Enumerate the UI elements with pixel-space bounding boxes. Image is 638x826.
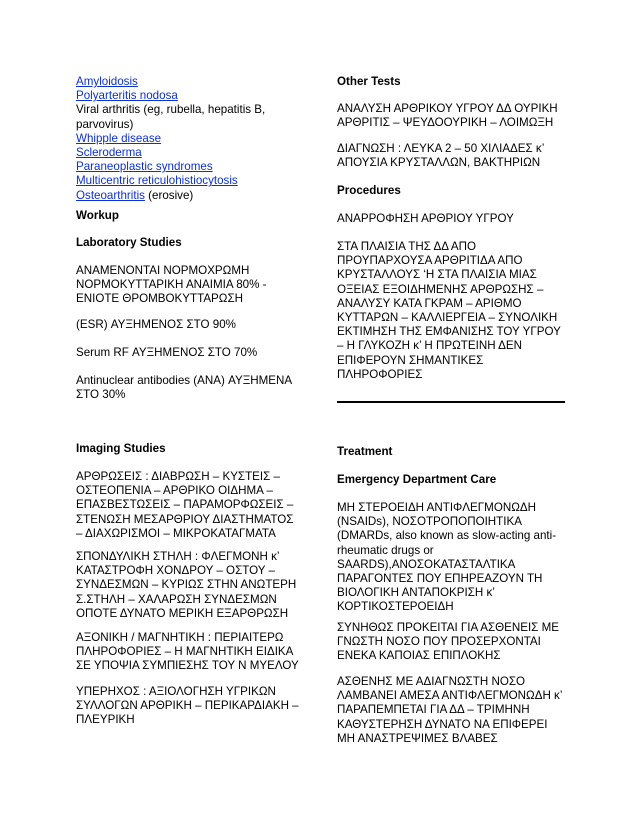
- osteoarthritis-suffix: (erosive): [144, 188, 194, 202]
- imaging-spine-text: ΣΠΟΝΔΥΛΙΚΗ ΣΤΗΛΗ : ΦΛΕΓΜΟΝΗ κ’ ΚΑΤΑΣΤΡΟΦΗ ΧΟΝΔΡΟΥ – ΟΣΤΟΥ – ΣΥΝΔΕΣΜΩΝ – ΚΥΡΙΩΣ ΣΤΗΝ ΑΝΩΤΕΡΗ Σ.ΣΤΗΛΗ – ΧΑΛΑΡΩΣΗ ΣΥΝΔΕΣΜΩΝ ΟΠΟΤΕ ΔΥΝΑΤΟ ΜΕΡΙΚΗ ΕΞΑΡΘΡΩΣΗ: [76, 550, 297, 620]
- link-scleroderma[interactable]: Scleroderma: [76, 146, 142, 160]
- lab-esr-text: (ESR) ΑΥΞΗΜΕΝΟΣ ΣΤΟ 90%: [76, 318, 236, 331]
- imaging-ultrasound-text: ΥΠΕΡΗΧΟΣ : ΑΞΙΟΛΟΓΗΣΗ ΥΓΡΙΚΩΝ ΣΥΛΛΟΓΩΝ ΑΡΘΡΙΚΗ – ΠΕΡΙΚΑΡΔΙΑΚΗ – ΠΛΕΥΡΙΚΗ: [76, 685, 299, 727]
- workup-heading: Workup: [76, 209, 119, 222]
- link-whipple-disease[interactable]: Whipple disease: [76, 131, 162, 145]
- other-tests-diagnosis-text: ΔΙΑΓΝΩΣΗ : ΛΕΥΚΑ 2 – 50 ΧΙΛΙΑΔΕΣ κ’ ΑΠΟΥΣΙΑ ΚΡΥΣΤΑΛΛΩΝ, ΒΑΚΤΗΡΙΩΝ: [337, 142, 544, 170]
- lab-anemia-text: ΑΝΑΜΕΝΟΝΤΑΙ ΝΟΡΜΟΧΡΩΜΗ ΝΟΡΜΟΚΥΤΤΑΡΙΚΗ ΑΝΑΙΜΙΑ 80% - ΕΝΙΟΤΕ ΘΡΟΜΒΟΚΥΤΤΑΡΩΣΗ: [76, 264, 267, 306]
- imaging-studies-heading: Imaging Studies: [76, 442, 166, 455]
- emergency-care-heading: Emergency Department Care: [337, 473, 497, 486]
- link-multicentric-reticulohistiocytosis[interactable]: Multicentric reticulohistiocytosis: [76, 174, 238, 188]
- link-osteoarthritis[interactable]: Osteoarthritis: [76, 188, 145, 202]
- lab-rf-text: Serum RF ΑΥΞΗΜΕΝΟΣ ΣΤΟ 70%: [76, 346, 258, 359]
- treatment-known-disease-text: ΣΥΝΗΘΩΣ ΠΡΟΚΕΙΤΑΙ ΓΙΑ ΑΣΘΕΝΕΙΣ ΜΕ ΓΝΩΣΤΗ ΝΟΣΟ ΠΟΥ ΠΡΟΣΕΡΧΟΝΤΑΙ ΕΝΕΚΑ ΚΑΠΟΙΑΣ ΕΠΙΠΛΟΚΗΣ: [337, 621, 559, 663]
- section-divider: [337, 401, 565, 403]
- viral-arthritis-text: Viral arthritis (eg, rubella, hepatitis B, parvovirus): [76, 103, 266, 131]
- differential-list: [76, 75, 302, 203]
- procedures-heading: Procedures: [337, 184, 401, 197]
- treatment-heading: Treatment: [337, 445, 393, 458]
- other-tests-synovial-text: ΑΝΑΛΥΣΗ ΑΡΘΡΙΚΟΥ ΥΓΡΟΥ ΔΔ ΟΥΡΙΚΗ ΑΡΘΡΙΤΙΣ – ΨΕΥΔΟΟΥΡΙΚΗ – ΛΟΙΜΩΞΗ: [337, 102, 558, 130]
- treatment-drugs-text: ΜΗ ΣΤΕΡΟΕΙΔΗ ΑΝΤΙΦΛΕΓΜΟΝΩΔΗ (NSAIDs), ΝΟΣΟΤΡΟΠΟΠΟΙΗΤΙΚΑ (DMARDs, also known as slow-acting anti-rheumatic drugs or SAARDS),ΑΝΟΣΟΚΑΤΑΣΤΑΛΤΙΚΑ ΠΑΡΑΓΟΝΤΕΣ ΠΟΥ ΕΠΗΡΕΑΖΟΥΝ ΤΗ ΒΙΟΛΟΓΙΚΗ ΑΝΤΑΠΟΚΡΙΣΗ κ’ ΚΟΡΤΙΚΟΣΤΕΡΟΕΙΔΗ: [337, 501, 557, 614]
- other-tests-heading: Other Tests: [337, 75, 401, 88]
- imaging-joints-text: ΑΡΘΡΩΣΕΙΣ : ΔΙΑΒΡΩΣΗ – ΚΥΣΤΕΙΣ – ΟΣΤΕΟΠΕΝΙΑ – ΑΡΘΡΙΚΟ ΟΙΔΗΜΑ – ΕΠΑΣΒΕΣΤΩΣΕΙΣ – ΠΑΡΑΜΟΡΦΩΣΕΙΣ – ΣΤΕΝΩΣΗ ΜΕΣΑΡΘΡΙΟΥ ΔΙΑΣΤΗΜΑΤΟΣ – ΔΙΑΧΩΡΙΣΜΟΙ – ΜΙΚΡΟΚΑΤΑΓΜΑΤΑ: [76, 470, 294, 540]
- link-paraneoplastic-syndromes[interactable]: Paraneoplastic syndromes: [76, 160, 213, 174]
- lab-studies-heading: Laboratory Studies: [76, 236, 182, 249]
- procedures-detail-text: ΣΤΑ ΠΛΑΙΣΙΑ ΤΗΣ ΔΔ ΑΠΟ ΠΡΟΥΠΑΡΧΟΥΣΑ ΑΡΘΡΙΤΙΔΑ ΑΠΟ ΚΡΥΣΤΑΛΛΟΥΣ ‘Η ΣΤΑ ΠΛΑΙΣΙΑ ΜΙΑΣ ΟΞΕΙΑΣ ΕΞΟΙΔΗΜΕΝΗΣ ΑΡΘΡΩΣΗΣ – ΑΝΑΛΥΣΥ ΚΑΤΑ ΓΚΡΑΜ – ΑΡΙΘΜΟ ΚΥΤΤΑΡΩΝ – ΚΑΛΛΙΕΡΓΕΙΑ – ΣΥΝΟΛΙΚΗ ΕΚΤΙΜΗΣΗ ΤΗΣ ΕΜΦΑΝΙΣΗΣ ΤΟΥ ΥΓΡΟΥ – Η ΓΛΥΚΟΖΗ κ’ Η ΠΡΩΤΕΙΝΗ ΔΕΝ ΕΠΙΦΕΡΟΥΝ ΣΗΜΑΝΤΙΚΕΣ ΠΛΗΡΟΦΟΡΙΕΣ: [337, 240, 561, 381]
- link-amyloidosis[interactable]: Amyloidosis: [76, 75, 138, 88]
- treatment-undiagnosed-text: ΑΣΘΕΝΗΣ ΜΕ ΑΔΙΑΓΝΩΣΤΗ ΝΟΣΟ ΛΑΜΒΑΝΕΙ ΑΜΕΣΑ ΑΝΤΙΦΛΕΓΜΟΝΩΔΗ κ’ ΠΑΡΑΠΕΜΠΕΤΑΙ ΓΙΑ ΔΔ – ΤΡΙΜΗΝΗ ΚΑΘΥΣΤΕΡΗΣΗ ΔΥΝΑΤΟ ΝΑ ΕΠΙΦΕΡΕΙ ΜΗ ΑΝΑΣΤΡΕΨΙΜΕΣ ΒΛΑΒΕΣ: [337, 675, 562, 745]
- lab-ana-text: Antinuclear antibodies (ANA) ΑΥΞΗΜΕΝΑ ΣΤΟ 30%: [76, 374, 292, 402]
- imaging-ct-mri-text: ΑΞΟΝΙΚΗ / ΜΑΓΝΗΤΙΚΗ : ΠΕΡΙΑΙΤΕΡΩ ΠΛΗΡΟΦΟΡΙΕΣ – Η ΜΑΓΝΗΤΙΚΗ ΕΙΔΙΚΑ ΣΕ ΥΠΟΨΙΑ ΣΥΜΠΙΕΣΗΣ ΤΟΥ Ν ΜΥΕΛΟΥ: [76, 631, 299, 673]
- procedures-aspiration-text: ΑΝΑΡΡΟΦΗΣΗ ΑΡΘΡΙΟΥ ΥΓΡΟΥ: [337, 212, 514, 225]
- link-polyarteritis-nodosa[interactable]: Polyarteritis nodosa: [76, 89, 178, 103]
